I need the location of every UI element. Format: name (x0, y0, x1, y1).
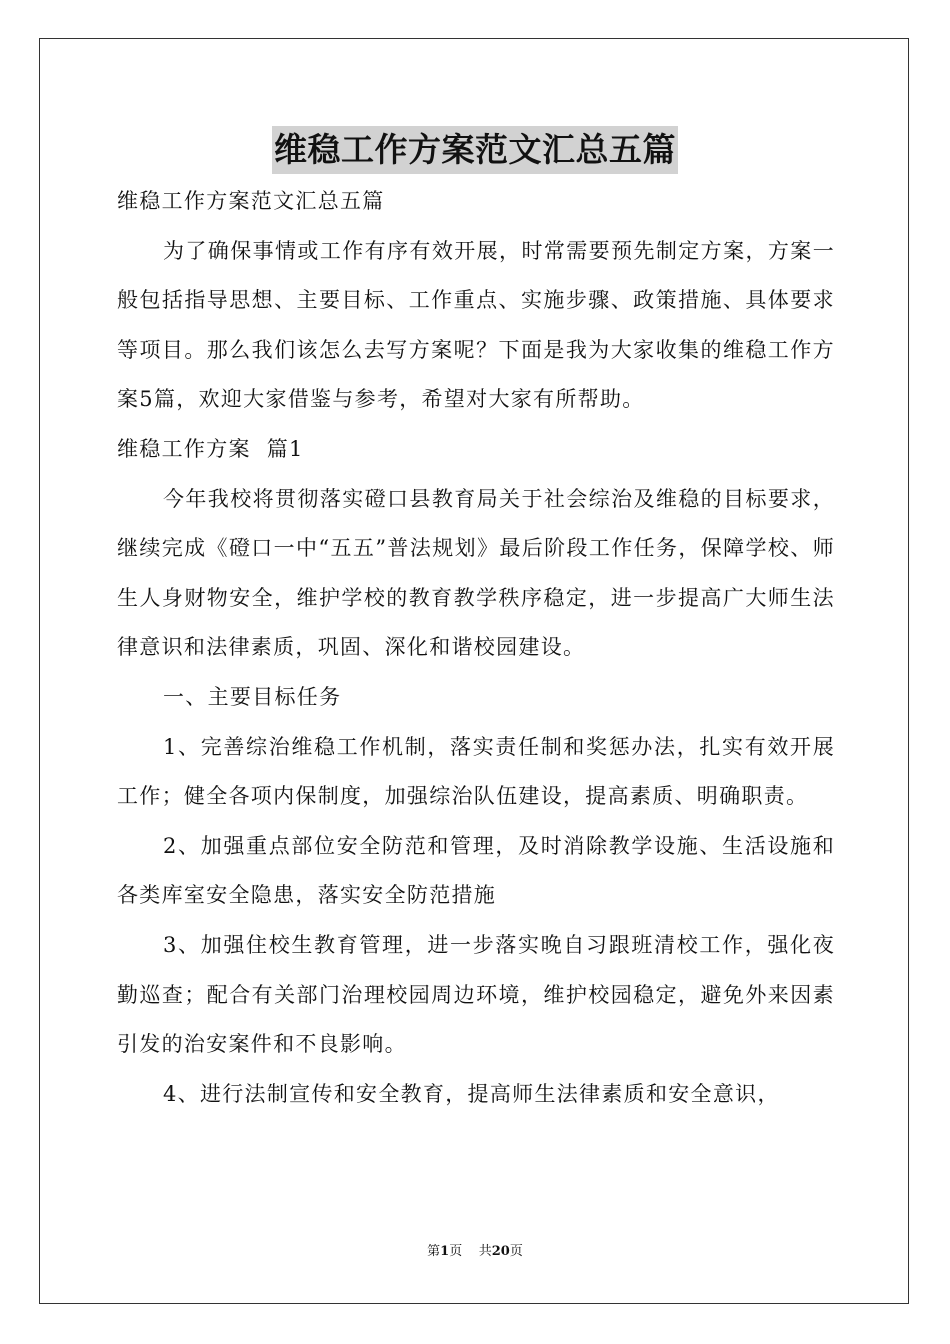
section-heading-part-1: 维稳工作方案 篇1 (117, 436, 304, 461)
paragraph-overview: 今年我校将贯彻落实磴口县教育局关于社会综治及维稳的目标要求，继续完成《磴口一中“五五”普法规划》最后阶段工作任务，保障学校、师生人身财物安全，维护学校的教育教学秩序稳定，进一步提高广大师生法律意识和法律素质，巩固、深化和谐校园建设。 (117, 486, 835, 660)
document-title-text: 维稳工作方案范文汇总五篇 (272, 126, 678, 174)
footer-page-middle: 页 共 (449, 1244, 492, 1259)
list-item-2: 2、加强重点部位安全防范和管理，及时消除教学设施、生活设施和各类库室安全隐患，落实安全防范措施 (117, 833, 835, 908)
footer-page-prefix: 第 (427, 1244, 441, 1259)
document-body (117, 177, 835, 1119)
footer-page-total: 20 (491, 1244, 510, 1259)
paragraph-subtitle: 维稳工作方案范文汇总五篇 (117, 189, 385, 213)
paragraph-intro: 为了确保事情或工作有序有效开展，时常需要预先制定方案，方案一般包括指导思想、主要目标、工作重点、实施步骤、政策措施、具体要求等项目。那么我们该怎么去写方案呢？下面是我为大家收集的维稳工作方案5篇，欢迎大家借鉴与参考，希望对大家有所帮助。 (117, 238, 835, 412)
subheading-main-goals: 一、主要目标任务 (163, 684, 342, 709)
list-item-3: 3、加强住校生教育管理，进一步落实晚自习跟班清校工作，强化夜勤巡查；配合有关部门治理校园周边环境，维护校园稳定，避免外来因素引发的治安案件和不良影响。 (117, 932, 835, 1057)
page-footer (0, 1243, 950, 1261)
footer-page-suffix: 页 (509, 1244, 523, 1259)
list-item-4: 4、进行法制宣传和安全教育，提高师生法律素质和安全意识， (163, 1081, 780, 1106)
document-title (0, 126, 950, 174)
footer-page-current: 1 (440, 1244, 450, 1259)
list-item-1: 1、完善综治维稳工作机制，落实责任制和奖惩办法，扎实有效开展工作；健全各项内保制度，加强综治队伍建设，提高素质、明确职责。 (117, 734, 835, 809)
